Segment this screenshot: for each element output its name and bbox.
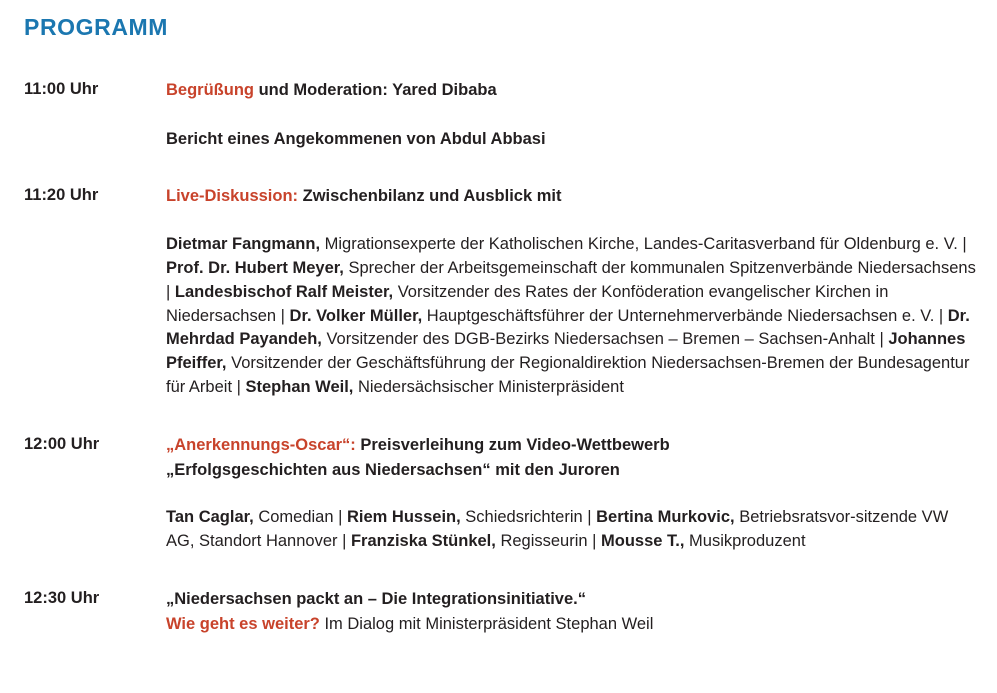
spacer — [24, 151, 977, 184]
headline-rest: Preisverleihung zum Video-Wettbewerb — [355, 436, 670, 455]
schedule-row — [24, 184, 977, 400]
participant-name: Dietmar Fangmann, — [166, 234, 321, 253]
participant-name: Dr. Mehrdad Payandeh, — [166, 306, 970, 349]
participant-role: Betriebsratsvor-sitzende VW AG, Standort Hannover | — [166, 508, 949, 551]
participant-name: Prof. Dr. Hubert Meyer, — [166, 258, 344, 277]
participant-role: Migrationsexperte der Katholischen Kirche, Landes-Caritasverband für Oldenburg e. V. | — [320, 234, 967, 253]
headline-rest: Im Dialog mit Ministerpräsident Stephan Weil — [319, 614, 654, 633]
headline-rest: und Moderation: Yared Dibaba — [254, 81, 497, 99]
subitem-text: Bericht eines Angekommenen von Abdul Abbasi — [166, 129, 546, 148]
headline-rest: „Niedersachsen packt an – Die Integrationsinitiative.“ — [166, 590, 586, 609]
spacer — [24, 554, 977, 587]
schedule-subitem — [166, 127, 977, 152]
participant-name: Mousse T., — [601, 532, 685, 551]
participant-role: Schiedsrichterin | — [460, 508, 597, 527]
participant-role: Niedersächsischer Ministerpräsident — [353, 378, 624, 397]
schedule-time: 12:00 Uhr — [24, 435, 100, 454]
participants-paragraph — [166, 233, 977, 400]
spacer — [24, 400, 977, 433]
participant-name: Tan Caglar, — [166, 508, 254, 527]
schedule-row — [24, 587, 977, 636]
participant-name: Landesbischof Ralf Meister, — [174, 282, 394, 301]
spacer — [166, 482, 977, 506]
schedule-headline — [166, 184, 977, 209]
schedule-headline — [166, 587, 977, 612]
headline-accent: Live-Diskussion: — [166, 187, 299, 206]
schedule-content — [166, 184, 977, 400]
participants-paragraph — [166, 506, 977, 554]
schedule-content — [166, 78, 977, 151]
headline-rest: Zwischenbilanz und Ausblick mit — [298, 187, 562, 206]
schedule-time: 11:00 Uhr — [24, 80, 99, 98]
headline-accent: „Anerkennungs-Oscar“: — [166, 436, 356, 455]
participant-name: Riem Hussein, — [346, 508, 461, 527]
participant-role: Vorsitzender des Rates der Konföderation evangelischer Kirchen in Niedersachsen | — [166, 282, 889, 325]
headline-rest: „Erfolgsgeschichten aus Niedersachsen“ mit den Juroren — [166, 460, 620, 479]
schedule-headline — [166, 433, 977, 458]
schedule-time: 12:30 Uhr — [24, 589, 100, 608]
participant-role: Hauptgeschäftsführer der Unternehmerverbände Niedersachsen e. V. | — [422, 306, 948, 325]
schedule-headline-second-line — [166, 458, 977, 483]
participant-name: Franziska Stünkel, — [350, 532, 496, 551]
schedule-row — [24, 78, 977, 151]
schedule-headline — [166, 78, 977, 103]
schedule-time: 11:20 Uhr — [24, 186, 99, 205]
participant-role: Vorsitzender des DGB-Bezirks Niedersachsen – Bremen – Sachsen-Anhalt | — [321, 330, 889, 349]
participant-role: Musikproduzent — [684, 532, 806, 551]
headline-accent: Wie geht es weiter? — [166, 614, 320, 633]
spacer — [166, 103, 977, 127]
participant-role: Comedian | — [253, 508, 347, 527]
spacer — [166, 209, 977, 233]
schedule-list — [24, 78, 977, 636]
participant-role: Sprecher der Arbeitsgemeinschaft der kommunalen Spitzenverbände Niedersachsens | — [166, 258, 976, 301]
participant-name: Stephan Weil, — [245, 378, 354, 397]
schedule-content — [166, 587, 977, 636]
participant-role: Regisseurin | — [495, 532, 602, 551]
participant-name: Bertina Murkovic, — [596, 508, 735, 527]
schedule-headline-second-line — [166, 612, 977, 637]
participant-role: Vorsitzender der Geschäftsführung der Regionaldirektion Niedersachsen-Bremen der Bundesagentur für Arbeit | — [166, 354, 970, 397]
page-title: PROGRAMM — [24, 14, 169, 40]
schedule-row — [24, 433, 977, 554]
participant-name: Johannes Pfeiffer, — [166, 330, 966, 373]
schedule-content — [166, 433, 977, 554]
headline-accent: Begrüßung — [166, 81, 254, 99]
participant-name: Dr. Volker Müller, — [289, 306, 423, 325]
